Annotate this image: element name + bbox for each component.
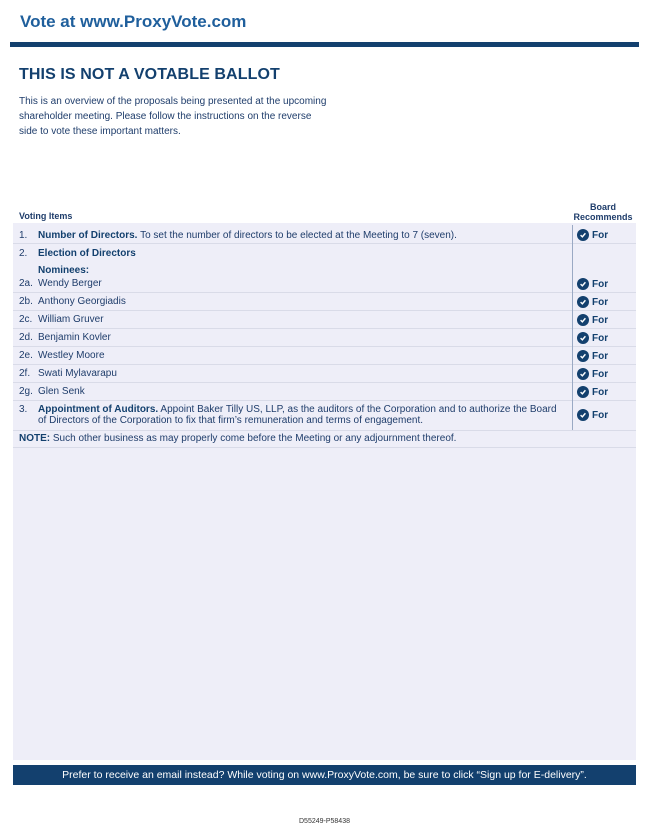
row-divider <box>13 447 636 448</box>
proposal-3 <box>38 404 570 426</box>
proposal-3-text: Appoint Baker Tilly US, LLP, as the auditors of the Corporation and to authorize the Board <box>158 404 557 415</box>
check-circle-icon <box>577 409 589 421</box>
item-number: 2c. <box>19 314 33 325</box>
item-number: 2g. <box>19 386 33 397</box>
proposal-1-text: To set the number of directors to be elected at the Meeting to 7 (seven). <box>137 230 457 241</box>
check-circle-icon <box>577 350 589 362</box>
row-divider <box>13 364 636 365</box>
recommendation-2b <box>577 296 608 308</box>
col-header-board-line1: Board <box>589 202 616 212</box>
item-number: 2. <box>19 248 28 259</box>
recommendation-2f <box>577 368 608 380</box>
row-divider <box>13 382 636 383</box>
e-delivery-banner: Prefer to receive an email instead? While voting on www.ProxyVote.com, be sure to click “Sign up for E-delivery”. <box>13 765 636 785</box>
recommendation-label: For <box>592 296 609 308</box>
recommendation-label: For <box>592 386 609 398</box>
nominee-name: Swati Mylavarapu <box>38 368 117 379</box>
nominee-name: Benjamin Kovler <box>38 332 111 343</box>
recommendation-label: For <box>592 368 609 380</box>
proposal-3-line2: of Directors of the Corporation to fix that firm’s remuneration and terms of engagement. <box>38 415 423 426</box>
recommendation-label: For <box>592 278 609 290</box>
check-circle-icon <box>577 229 589 241</box>
check-circle-icon <box>577 368 589 380</box>
note-label: NOTE: <box>19 433 51 444</box>
proposal-1 <box>38 230 457 241</box>
recommendation-2a <box>577 278 608 290</box>
check-circle-icon <box>577 332 589 344</box>
item-number: 1. <box>19 230 28 241</box>
recommendation-label: For <box>592 350 609 362</box>
recommendation-label: For <box>592 229 609 241</box>
item-number: 2a. <box>19 278 33 289</box>
recommendation-2e <box>577 350 608 362</box>
col-header-voting-items: Voting Items <box>19 211 73 221</box>
row-divider <box>13 346 636 347</box>
nominee-name: Anthony Georgiadis <box>38 296 126 307</box>
nominee-name: Westley Moore <box>38 350 105 361</box>
row-divider <box>13 328 636 329</box>
proposal-2-title: Election of Directors <box>38 248 136 259</box>
recommendation-3 <box>577 409 608 421</box>
recommendation-2d <box>577 332 608 344</box>
nominee-name: Glen Senk <box>38 386 85 397</box>
recommendation-1 <box>577 229 608 241</box>
recommendation-label: For <box>592 314 609 326</box>
check-circle-icon <box>577 278 589 290</box>
nominee-name: Wendy Berger <box>38 278 102 289</box>
row-divider <box>13 292 636 293</box>
intro-paragraph: This is an overview of the proposals being presented at the upcoming shareholder meeting. Please follow the instructions on the reverse side to vote these important matters. <box>19 96 327 137</box>
col-header-board-line2: Recommends <box>573 212 633 222</box>
proposal-3-line1 <box>38 404 570 415</box>
col-header-board-recommends <box>569 202 637 222</box>
header-divider <box>10 42 639 47</box>
check-circle-icon <box>577 296 589 308</box>
nominee-name: William Gruver <box>38 314 104 325</box>
row-divider <box>13 400 636 401</box>
recommendation-2c <box>577 314 608 326</box>
recommendation-label: For <box>592 409 609 421</box>
document-code: D55249-P58438 <box>299 818 350 825</box>
check-circle-icon <box>577 386 589 398</box>
item-number: 2e. <box>19 350 33 361</box>
nominees-label: Nominees: <box>38 265 90 276</box>
note-text: Such other business as may properly come before the Meeting or any adjournment thereof. <box>50 433 457 444</box>
proposal-1-title: Number of Directors. <box>38 230 138 241</box>
item-number: 2d. <box>19 332 33 343</box>
proposal-2 <box>38 248 136 259</box>
proposal-3-title: Appointment of Auditors. <box>38 404 159 415</box>
row-divider <box>13 310 636 311</box>
item-number: 2f. <box>19 368 31 379</box>
item-number: 3. <box>19 404 28 415</box>
recommend-column-divider <box>572 225 573 430</box>
row-divider <box>13 430 636 431</box>
check-circle-icon <box>577 314 589 326</box>
recommendation-2g <box>577 386 608 398</box>
note <box>19 433 456 444</box>
page-title: THIS IS NOT A VOTABLE BALLOT <box>19 66 280 83</box>
row-divider <box>13 243 636 244</box>
site-title: Vote at www.ProxyVote.com <box>20 12 247 31</box>
item-number: 2b. <box>19 296 33 307</box>
recommendation-label: For <box>592 332 609 344</box>
